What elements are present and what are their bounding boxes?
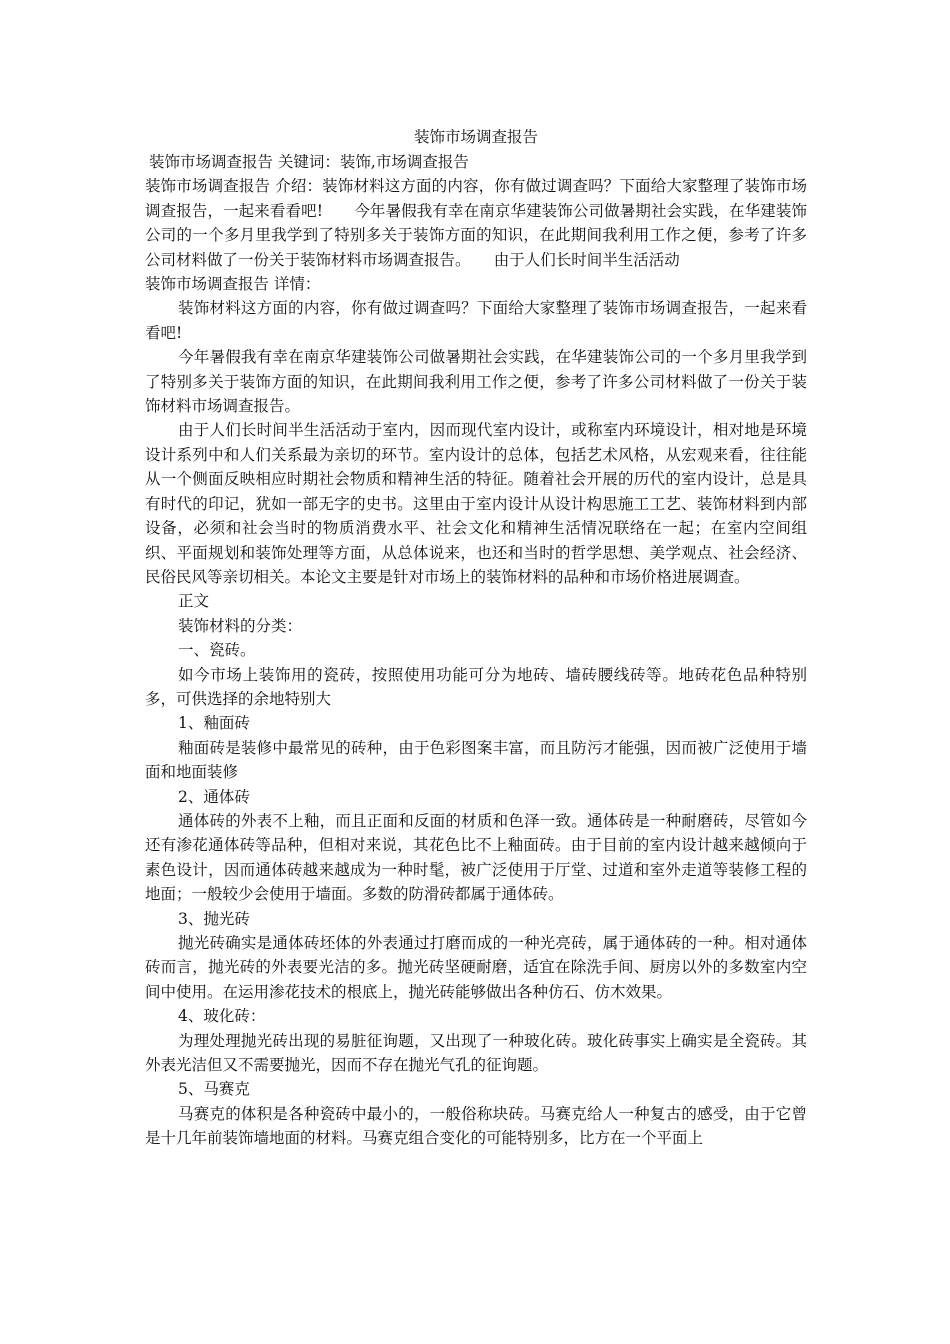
body-paragraph: 由于人们长时间半生活活动于室内，因而现代室内设计，或称室内环境设计，相对地是环境设计系列中和人们关系最为亲切的环节。室内设计的总体，包括艺术风格，从宏观来看，往往能从一个侧面反映相应时期社会物质和精神生活的特征。随着社会开展的历代的室内设计，总是具有时代的印记，犹如一部无字的史书。这里由于室内设计从设计构思施工工艺、装饰材料到内部设备，必须和社会当时的物质消费水平、社会文化和精神生活情况联络在一起；在室内空间组织、平面规划和装饰处理等方面，从总体说来，也还和当时的哲学思想、美学观点、社会经济、民俗民风等亲切相关。本论文主要是针对市场上的装饰材料的品种和市场价格进展调查。: [145, 421, 807, 586]
document-page: [145, 124, 807, 1151]
document-title: 装饰市场调查报告: [413, 128, 538, 146]
subheading-polished-tile: 3、抛光砖: [178, 909, 250, 928]
subheading-through-body-tile: 2、通体砖: [178, 787, 250, 806]
section-heading-main: 正文: [178, 592, 210, 611]
subheading-mosaic: 5、马赛克: [178, 1080, 250, 1099]
intro-paragraph: 装饰市场调查报告 介绍：装饰材料这方面的内容，你有做过调查吗？下面给大家整理了装饰市场调查报告，一起来看看吧! 今年暑假我有幸在南京华建装饰公司做暑期社会实践，在华建装饰公司的一个多月里我学到了特别多关于装饰方面的知识，在此期间我利用工作之便，参考了许多公司材料做了一份关于装饰材料市场调查报告。 由于人们长时间半生活活动: [145, 177, 807, 269]
body-paragraph: 为理处理抛光砖出现的易脏征询题，又出现了一种玻化砖。玻化砖事实上确实是全瓷砖。其外表光洁但又不需要抛光，因而不存在抛光气孔的征询题。: [145, 1031, 807, 1075]
body-paragraph: 装饰材料这方面的内容，你有做过调查吗？下面给大家整理了装饰市场调查报告，一起来看看吧!: [145, 299, 807, 342]
subheading-glazed-tile: 1、釉面砖: [178, 714, 250, 733]
section-heading-tile: 一、瓷砖。: [178, 641, 256, 660]
body-paragraph: 釉面砖是装修中最常见的砖种，由于色彩图案丰富，而且防污才能强，因而被广泛使用于墙面和地面装修: [145, 738, 807, 782]
body-paragraph: 今年暑假我有幸在南京华建装饰公司做暑期社会实践，在华建装饰公司的一个多月里我学到了特别多关于装饰方面的知识，在此期间我利用工作之便，参考了许多公司材料做了一份关于装饰材料市场调查报告。: [145, 348, 807, 416]
body-paragraph: 马赛克的体积是各种瓷砖中最小的，一般俗称块砖。马赛克给人一种复古的感受，由于它曾是十几年前装饰墙地面的材料。马赛克组合变化的可能特别多，比方在一个平面上: [145, 1104, 807, 1148]
keywords-line: 装饰市场调查报告 关键词：装饰,市场调查报告: [149, 153, 469, 171]
section-heading-classify: 装饰材料的分类：: [178, 616, 303, 635]
body-paragraph: 通体砖的外表不上釉，而且正面和反面的材质和色泽一致。通体砖是一种耐磨砖，尽管如今还有渗花通体砖等品种，但相对来说，其花色比不上釉面砖。由于目前的室内设计越来越倾向于素色设计，因而通体砖越来越成为一种时髦，被广泛使用于厅堂、过道和室外走道等装修工程的地面；一般较少会使用于墙面。多数的防滑砖都属于通体砖。: [145, 811, 807, 904]
body-paragraph: 如今市场上装饰用的瓷砖，按照使用功能可分为地砖、墙砖腰线砖等。地砖花色品种特别多，可供选择的余地特别大: [145, 665, 807, 708]
details-label: 装饰市场调查报告 详情：: [145, 275, 321, 294]
subheading-vitrified-tile: 4、玻化砖：: [178, 1007, 266, 1026]
body-paragraph: 抛光砖确实是通体砖坯体的外表通过打磨而成的一种光亮砖，属于通体砖的一种。相对通体砖而言，抛光砖的外表要光洁的多。抛光砖坚硬耐磨，适宜在除洗手间、厨房以外的多数室内空间中使用。在运用渗花技术的根底上，抛光砖能够做出各种仿石、仿木效果。: [145, 934, 807, 1001]
